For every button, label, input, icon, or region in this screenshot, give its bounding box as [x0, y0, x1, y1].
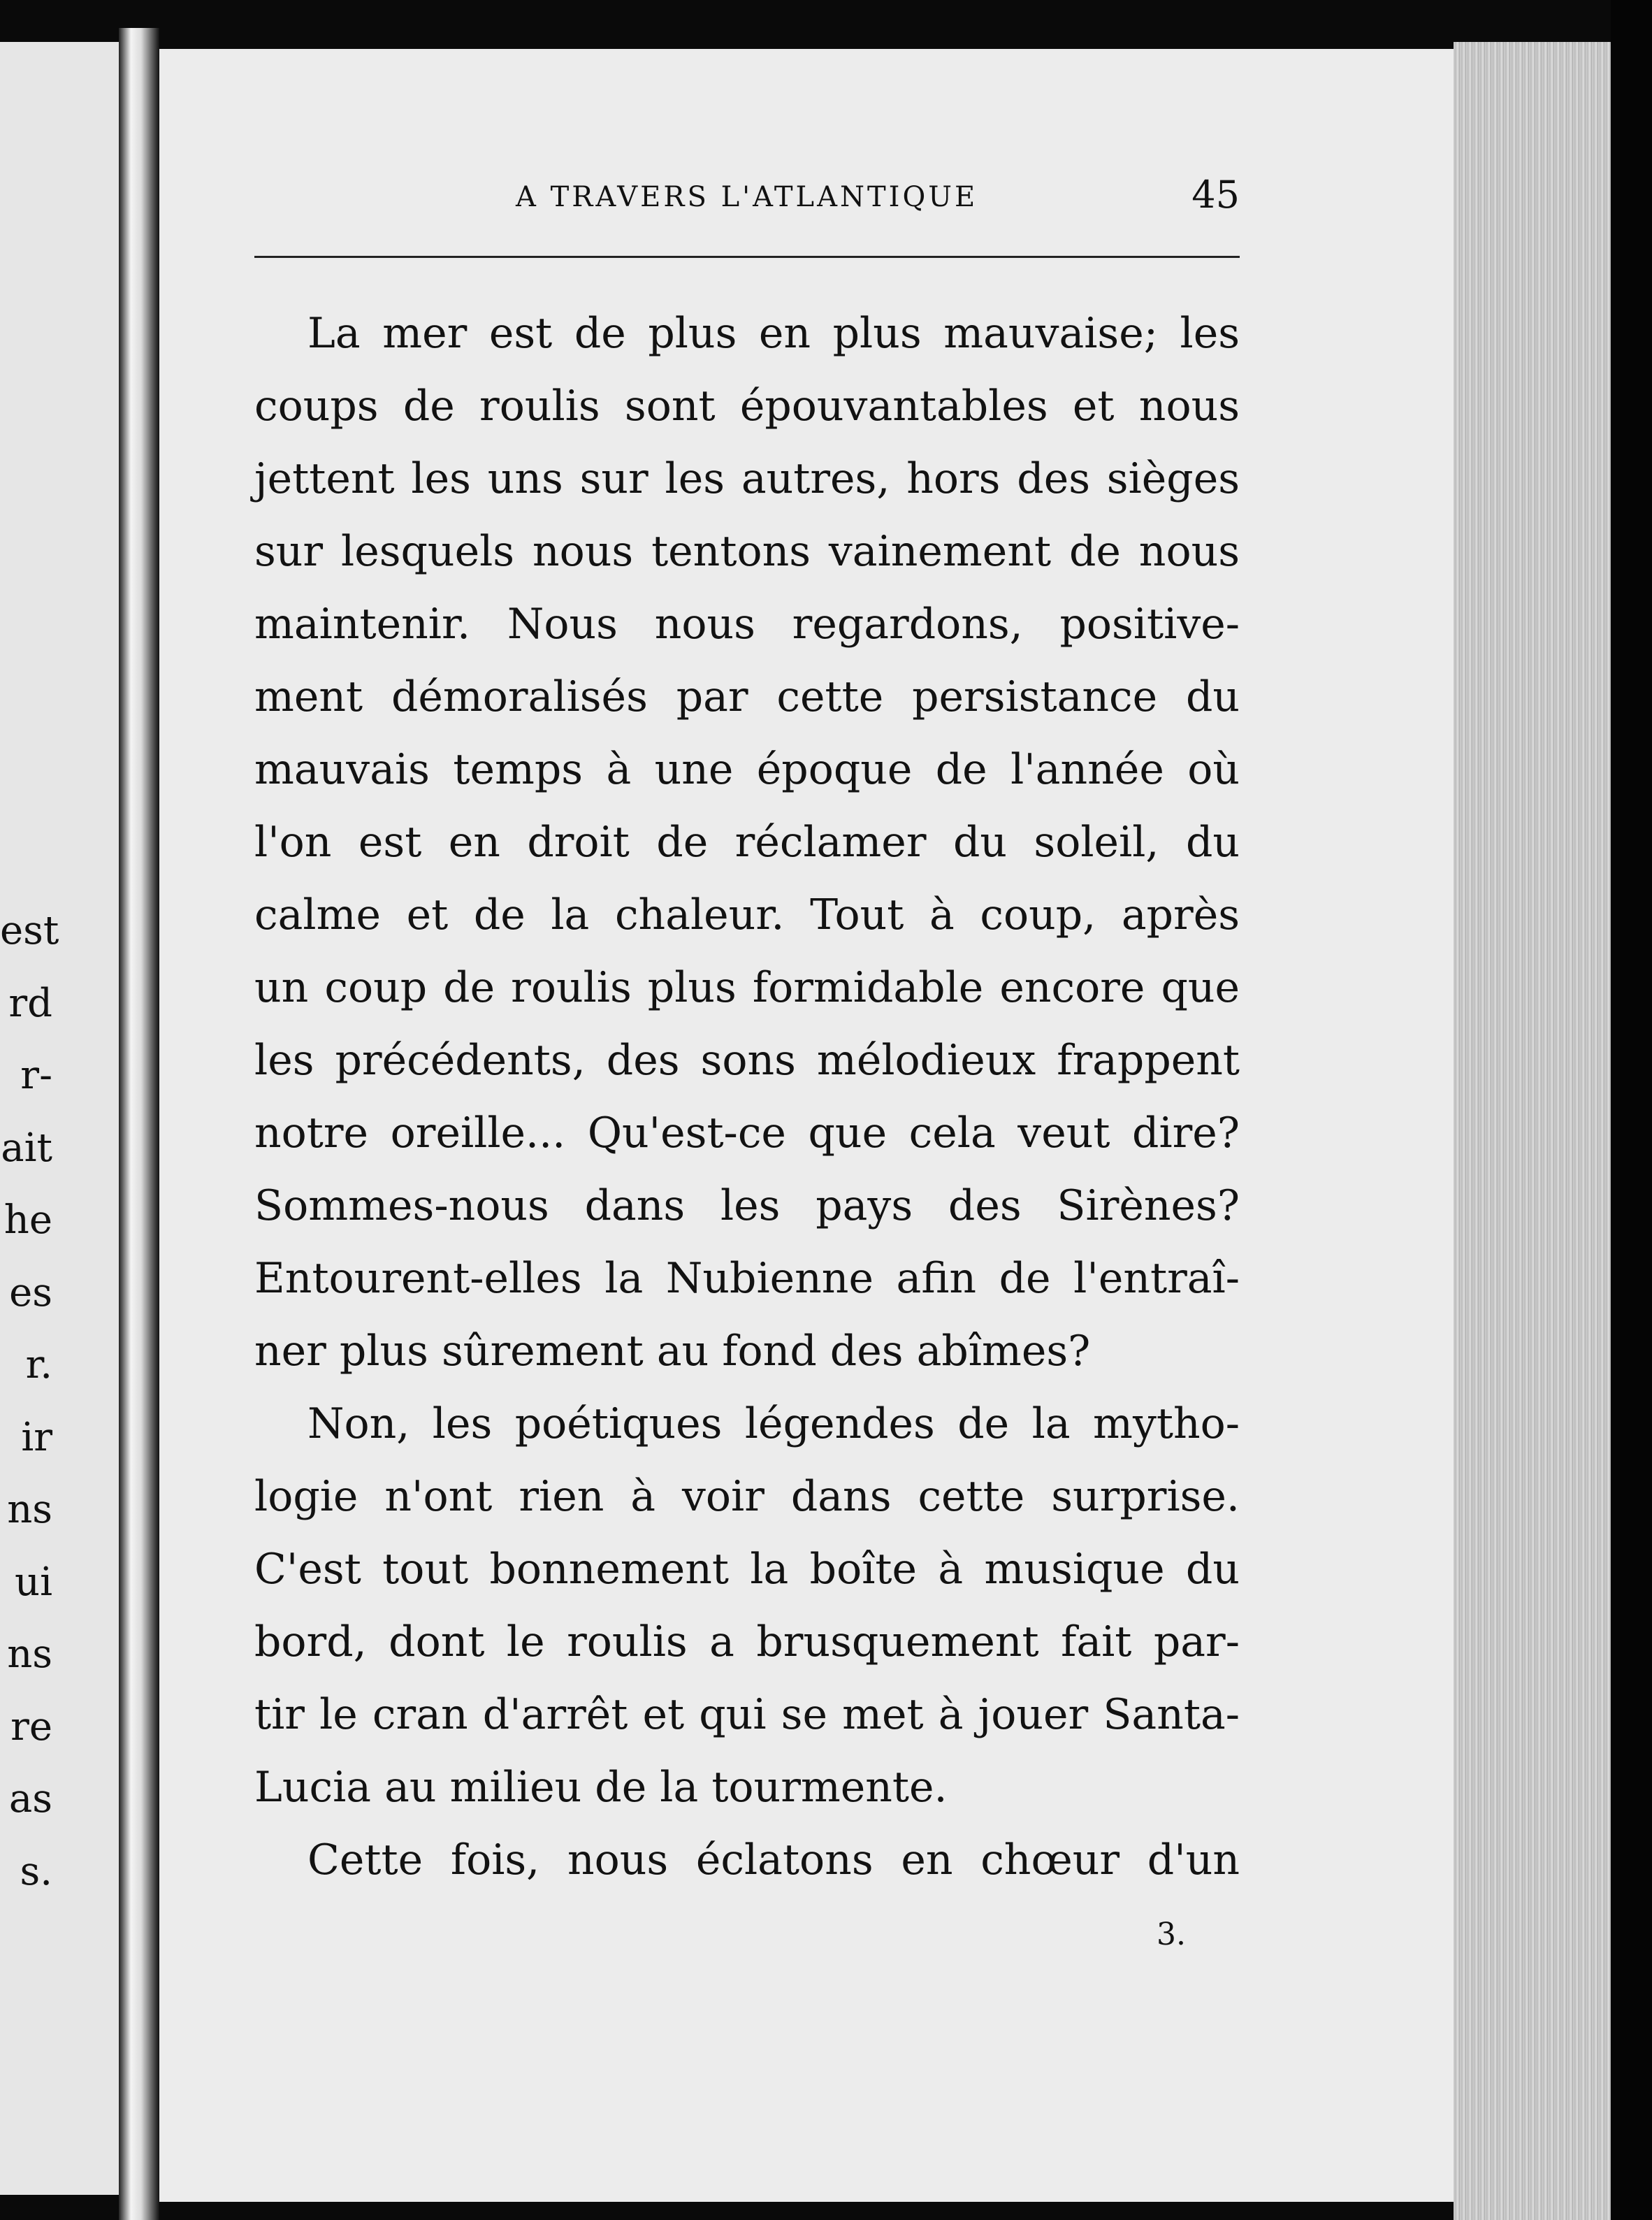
text-line: l'on est en droit de réclamer du soleil, du	[254, 818, 1240, 867]
left-line: r-	[20, 1053, 52, 1098]
text-line: calme et de la chaleur. Tout à coup, après	[254, 891, 1240, 939]
page-number: 45	[1191, 173, 1240, 217]
header-rule	[254, 256, 1240, 258]
left-line: as	[8, 1776, 52, 1822]
text-line: Sommes-nous dans les pays des Sirènes?	[254, 1181, 1240, 1230]
text-line: sur lesquels nous tentons vainement de nous	[254, 527, 1240, 576]
text-line: Entourent-elles la Nubienne afin de l'entraî-	[254, 1254, 1240, 1303]
page-edges	[1454, 42, 1614, 2220]
running-header	[254, 171, 1240, 227]
left-page-fragment	[0, 42, 119, 2195]
left-line: ir	[21, 1414, 52, 1460]
text-line: notre oreille... Qu'est-ce que cela veut dire?	[254, 1109, 1240, 1158]
text-line: La mer est de plus en plus mauvaise; les	[307, 309, 1240, 358]
text-line: Non, les poétiques légendes de la mytho-	[307, 1399, 1240, 1448]
text-line: maintenir. Nous nous regardons, positive-	[254, 600, 1240, 649]
text-line: ment démoralisés par cette persistance du	[254, 672, 1240, 721]
text-line: coups de roulis sont épouvantables et nous	[254, 382, 1240, 431]
left-line: ns	[7, 1631, 52, 1677]
text-line: logie n'ont rien à voir dans cette surprise.	[254, 1472, 1240, 1521]
text-line: mauvais temps à une époque de l'année où	[254, 745, 1240, 794]
left-line: ui	[15, 1559, 52, 1605]
left-line: ns	[7, 1487, 52, 1532]
text-line: un coup de roulis plus formidable encore que	[254, 963, 1240, 1012]
text-line: Cette fois, nous éclatons en chœur d'un	[307, 1836, 1240, 1884]
left-line: re	[10, 1703, 52, 1750]
left-line: es	[9, 1269, 52, 1316]
text-line: C'est tout bonnement la boîte à musique du	[254, 1545, 1240, 1594]
left-line: r.	[25, 1342, 52, 1388]
signature-mark: 3.	[1157, 1917, 1186, 1952]
left-line: ait	[1, 1125, 52, 1171]
text-line: tir le cran d'arrêt et qui se met à jouer Santa-	[254, 1690, 1240, 1739]
book-gutter	[119, 28, 159, 2220]
running-title: A TRAVERS L'ATLANTIQUE	[516, 181, 978, 213]
left-line: est	[0, 908, 59, 953]
body-text	[254, 297, 1240, 1896]
text-line: les précédents, des sons mélodieux frappent	[254, 1036, 1240, 1085]
left-line: he	[3, 1197, 52, 1243]
background-edge	[1611, 0, 1652, 2220]
text-line: ner plus sûrement au fond des abîmes?	[254, 1327, 1091, 1376]
text-line: bord, dont le roulis a brusquement fait par-	[254, 1617, 1240, 1666]
left-line: rd	[8, 980, 52, 1026]
text-line: Lucia au milieu de la tourmente.	[254, 1763, 948, 1812]
text-line: jettent les uns sur les autres, hors des sièges	[254, 454, 1240, 503]
left-page-lines	[0, 895, 119, 1908]
left-line: s.	[20, 1848, 52, 1894]
